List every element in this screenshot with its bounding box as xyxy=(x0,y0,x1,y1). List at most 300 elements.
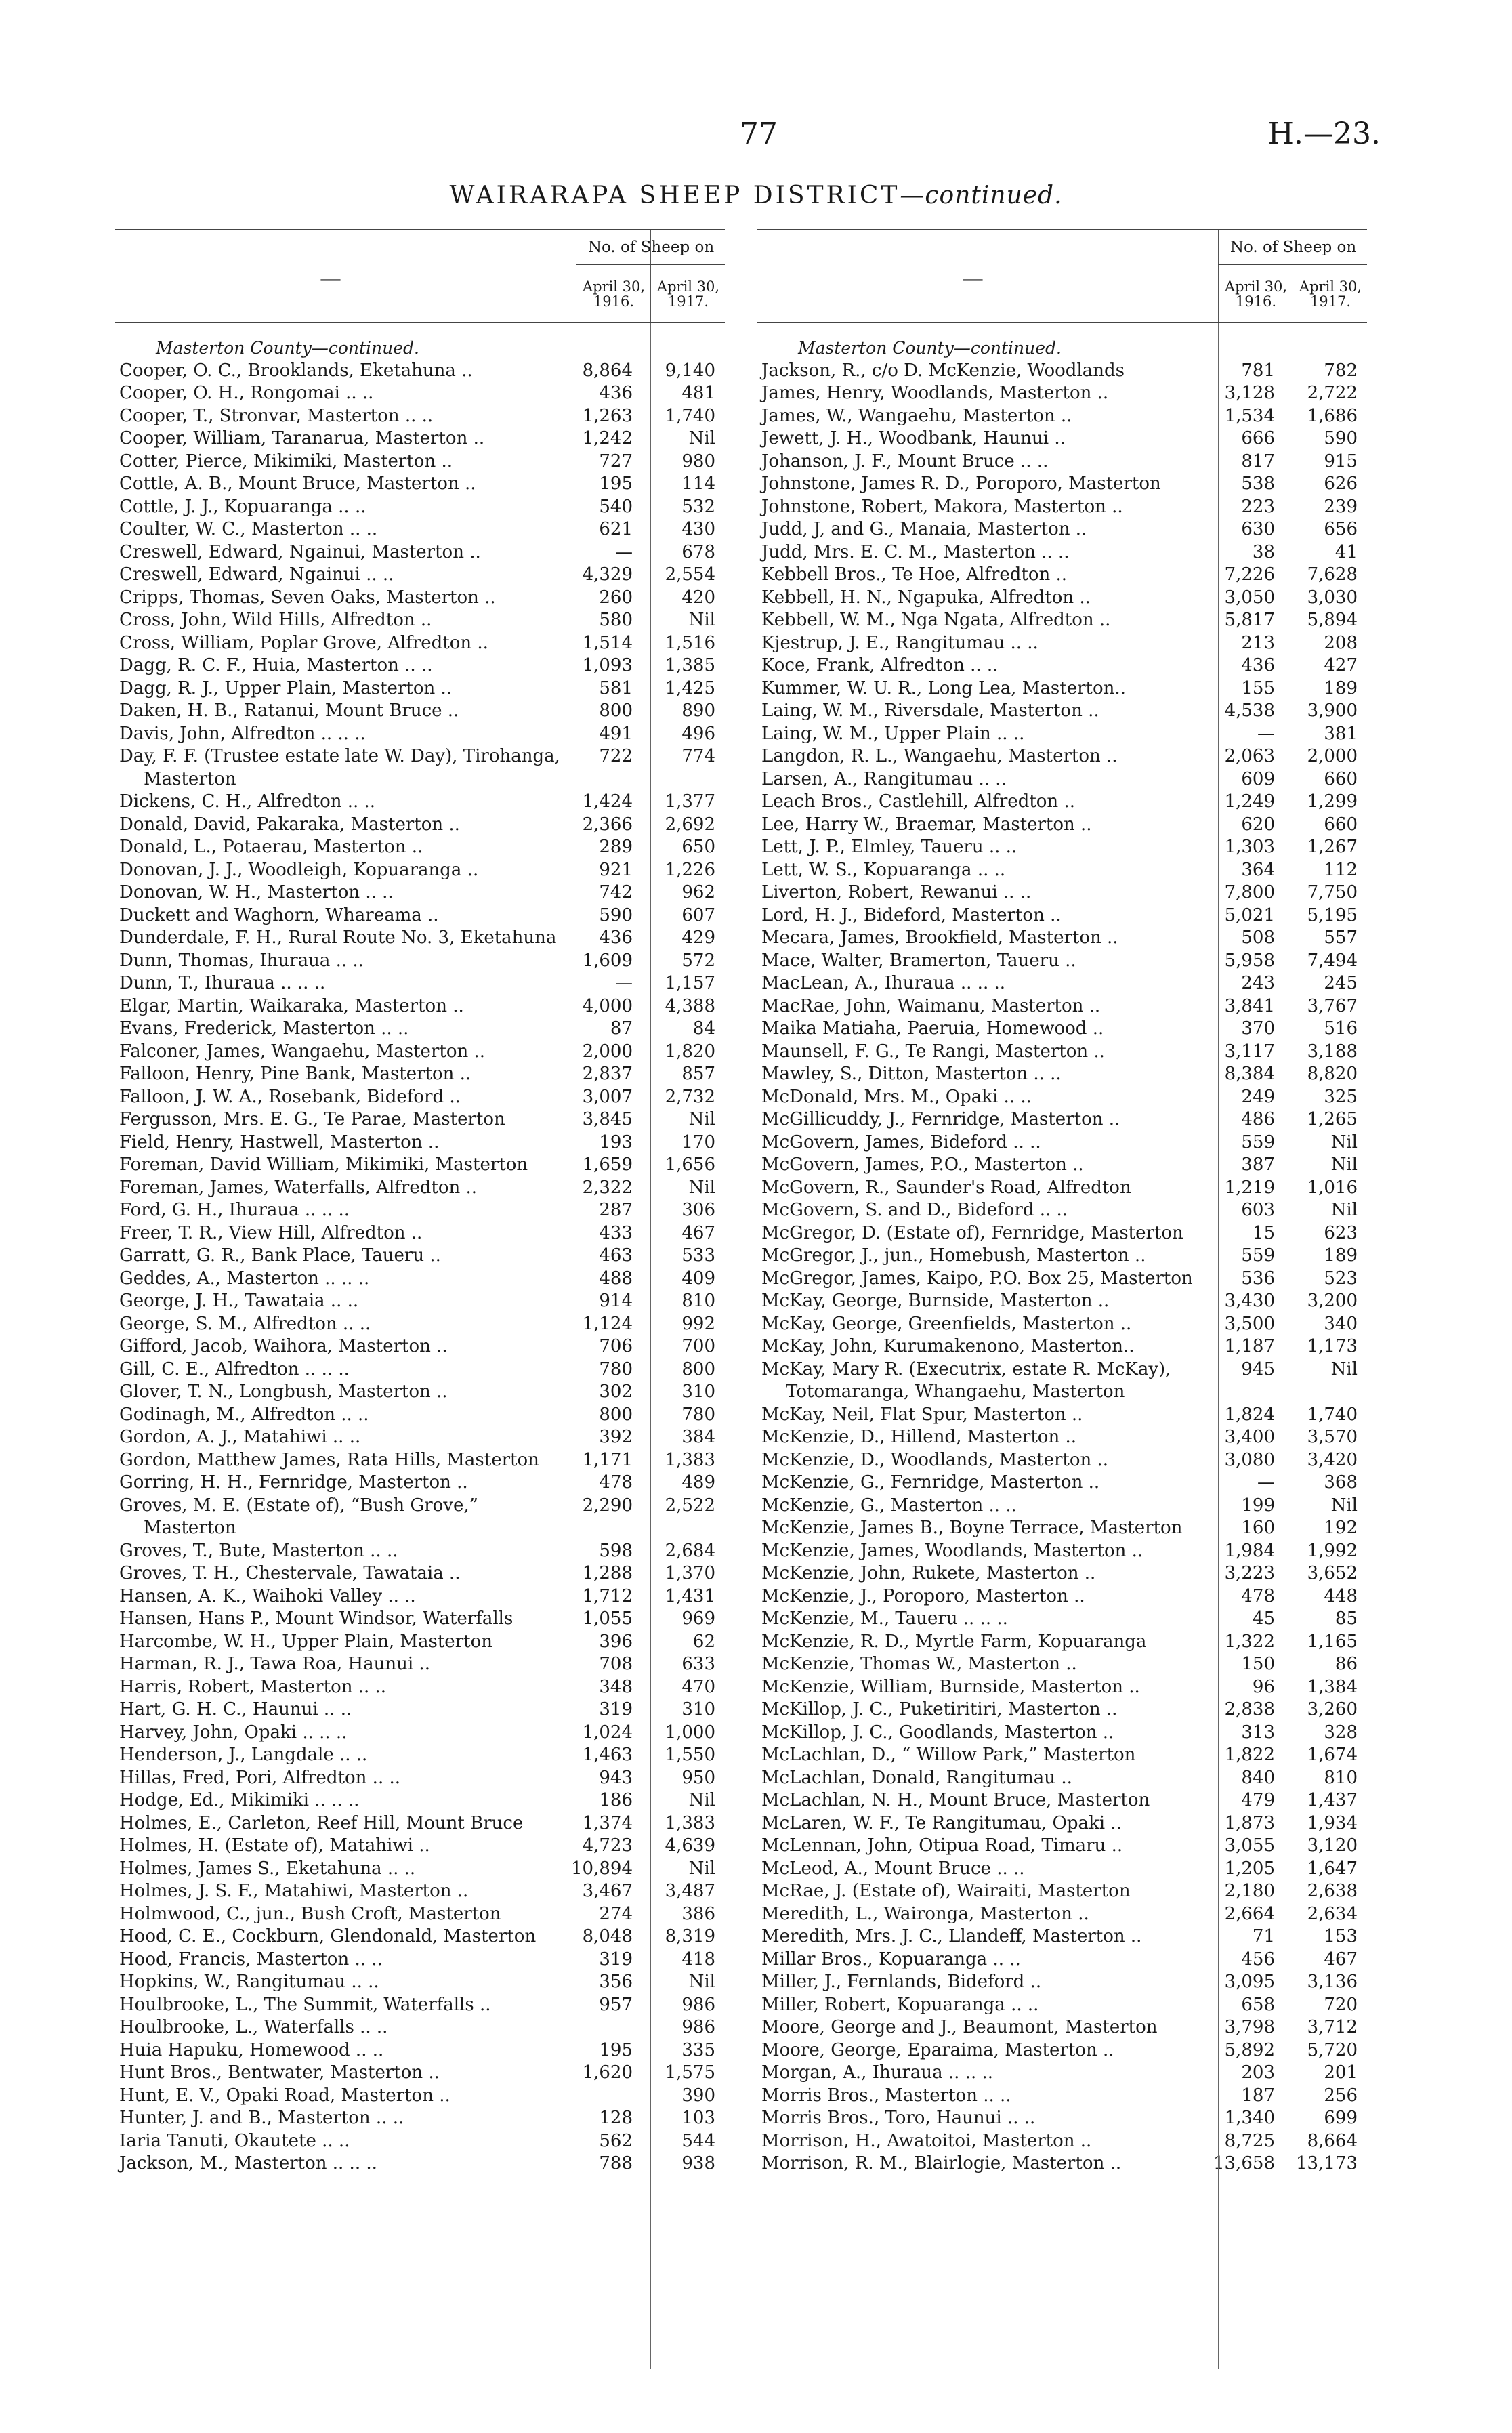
owner-name xyxy=(757,1880,1204,1903)
sheep-1916: 486 xyxy=(1241,1109,1275,1129)
owner-name xyxy=(115,473,562,496)
sheep-1916: 387 xyxy=(1241,1155,1275,1175)
sheep-1917: 5,195 xyxy=(1307,904,1358,926)
sheep-1916: 2,000 xyxy=(582,1041,633,1062)
sheep-1916: 1,609 xyxy=(582,950,633,971)
owner-name xyxy=(115,1449,562,1472)
sheep-1917: 810 xyxy=(681,1291,715,1311)
sheep-1917: 1,550 xyxy=(665,1745,715,1765)
table-row xyxy=(115,1880,725,1903)
table-row xyxy=(115,1404,725,1427)
owner-name xyxy=(115,1608,562,1631)
sheep-1916: 957 xyxy=(599,1994,633,2015)
table-row xyxy=(115,1495,725,1540)
owner-name-text: McKenzie, Thomas W., Masterton .. xyxy=(761,1654,1077,1674)
table-row xyxy=(115,609,725,632)
owner-name-text: Day, F. F. (Trustee estate late W. Day), Tirohanga, Masterton xyxy=(119,746,560,789)
owner-name-text: Donald, L., Potaerau, Masterton .. xyxy=(119,837,423,857)
sheep-1917: 3,200 xyxy=(1307,1291,1358,1311)
table-row xyxy=(757,1358,1367,1404)
sheep-1916: 3,467 xyxy=(582,1881,633,1901)
sheep-1917: 390 xyxy=(681,2085,715,2106)
sheep-1916: 3,080 xyxy=(1224,1449,1275,1470)
owner-name xyxy=(115,1676,562,1699)
table-row xyxy=(757,473,1367,496)
sheep-1917: 969 xyxy=(681,1608,715,1629)
owner-name xyxy=(757,2107,1204,2130)
owner-name-text: McLeod, A., Mount Bruce .. .. xyxy=(761,1858,1025,1879)
table-row xyxy=(757,1608,1367,1631)
sheep-1917: 208 xyxy=(1324,632,1358,653)
sheep-1917: 3,900 xyxy=(1307,701,1358,721)
table-row xyxy=(115,904,725,928)
sheep-1916: 313 xyxy=(1241,1722,1275,1743)
owner-name xyxy=(115,2130,562,2153)
owner-name-text: Hansen, A. K., Waihoki Valley .. .. xyxy=(119,1585,416,1606)
sheep-1917: 467 xyxy=(1324,1949,1358,1970)
owner-name-text: Harcombe, W. H., Upper Plain, Masterton xyxy=(119,1631,492,1652)
row-list xyxy=(757,360,1367,2176)
owner-name xyxy=(115,1562,562,1585)
sheep-1916: 223 xyxy=(1241,496,1275,517)
sheep-1916: 559 xyxy=(1241,1131,1275,1152)
table-row xyxy=(757,700,1367,723)
table-row xyxy=(757,1858,1367,1881)
sheep-1916: 10,894 xyxy=(571,1858,633,1879)
sheep-1917: 3,030 xyxy=(1307,587,1358,608)
owner-name-text: Kebbell, W. M., Nga Ngata, Alfredton .. xyxy=(761,610,1111,630)
owner-name xyxy=(115,745,562,791)
owner-name-text: Hansen, Hans P., Mount Windsor, Waterfalls xyxy=(119,1608,513,1629)
owner-name-text: Kebbell Bros., Te Hoe, Alfredton .. xyxy=(761,564,1068,585)
sheep-1916: 45 xyxy=(1252,1608,1275,1629)
sheep-1917: Nil xyxy=(1330,1358,1358,1379)
owner-name-text: Laing, W. M., Riversdale, Masterton .. xyxy=(761,701,1099,721)
sheep-1916: 1,374 xyxy=(582,1812,633,1833)
sheep-1916: 396 xyxy=(599,1631,633,1652)
owner-name xyxy=(757,1108,1204,1131)
row-list xyxy=(115,360,725,2176)
owner-name xyxy=(757,972,1204,995)
sheep-1917: 340 xyxy=(1324,1313,1358,1334)
owner-name xyxy=(757,428,1204,451)
table-row xyxy=(115,791,725,814)
sheep-1916: 274 xyxy=(599,1903,633,1924)
owner-name xyxy=(757,1926,1204,1949)
sheep-1916: 538 xyxy=(1241,474,1275,494)
table-row xyxy=(757,791,1367,814)
owner-name-text: Elgar, Martin, Waikaraka, Masterton .. xyxy=(119,995,464,1016)
table-row xyxy=(757,1290,1367,1313)
sheep-1916: 463 xyxy=(599,1245,633,1266)
owner-name-text: Cripps, Thomas, Seven Oaks, Masterton .. xyxy=(119,587,496,608)
table-row xyxy=(115,1949,725,1972)
owner-name-text: McKillop, J. C., Puketiritiri, Masterton .. xyxy=(761,1699,1118,1720)
sheep-1916: 195 xyxy=(599,474,633,494)
owner-name-text: Johnstone, James R. D., Poroporo, Masterton xyxy=(761,474,1161,494)
owner-name xyxy=(757,1199,1204,1222)
owner-name xyxy=(757,496,1204,519)
sheep-1916: 1,242 xyxy=(582,428,633,449)
sheep-1917: 1,740 xyxy=(665,405,715,426)
sheep-1916: 8,048 xyxy=(582,1926,633,1947)
sheep-1916: 3,223 xyxy=(1224,1563,1275,1583)
sheep-1917: 2,684 xyxy=(665,1540,715,1561)
table-row xyxy=(757,587,1367,610)
table-row xyxy=(757,723,1367,746)
sheep-1916: 160 xyxy=(1241,1518,1275,1538)
owner-name-text: Groves, M. E. (Estate of), “Bush Grove,” Masterton xyxy=(119,1495,478,1538)
owner-name-text: Gill, C. E., Alfredton .. .. .. xyxy=(119,1358,350,1379)
owner-name xyxy=(115,1971,562,1994)
owner-name-text: McLachlan, Donald, Rangitumau .. xyxy=(761,1767,1072,1788)
sheep-1916: 559 xyxy=(1241,1245,1275,1266)
owner-name xyxy=(757,1562,1204,1585)
continued-label: —continued. xyxy=(900,182,1063,209)
owner-name xyxy=(757,791,1204,814)
sheep-1917: 467 xyxy=(681,1222,715,1243)
sheep-1916: 356 xyxy=(599,1972,633,1992)
table-row xyxy=(757,1789,1367,1812)
sheep-1917: 3,420 xyxy=(1307,1449,1358,1470)
owner-name xyxy=(115,1268,562,1291)
table-row xyxy=(757,836,1367,859)
owner-name xyxy=(115,972,562,995)
sheep-1917: 810 xyxy=(1324,1767,1358,1788)
owner-name xyxy=(115,587,562,610)
owner-name-text: Johnstone, Robert, Makora, Masterton .. xyxy=(761,496,1123,517)
owner-name-text: James, Henry, Woodlands, Masterton .. xyxy=(761,383,1109,403)
sheep-1917: 650 xyxy=(681,837,715,857)
table-row xyxy=(757,1063,1367,1086)
owner-name-text: McKenzie, James B., Boyne Terrace, Masterton xyxy=(761,1518,1183,1538)
sheep-1916: 478 xyxy=(1241,1585,1275,1606)
sheep-1917: 1,384 xyxy=(1307,1676,1358,1697)
owner-name-text: Hopkins, W., Rangitumau .. .. xyxy=(119,1972,379,1992)
owner-name xyxy=(757,1517,1204,1540)
owner-name xyxy=(115,950,562,973)
table-body xyxy=(757,323,1367,2383)
sheep-1916: 249 xyxy=(1241,1086,1275,1107)
table-row xyxy=(115,1744,725,1767)
sheep-1916: 2,180 xyxy=(1224,1881,1275,1901)
owner-name xyxy=(757,1041,1204,1064)
sheep-1917: 915 xyxy=(1324,451,1358,472)
sheep-1916: 478 xyxy=(599,1472,633,1493)
owner-name-text: Maika Matiaha, Paeruia, Homewood .. xyxy=(761,1018,1104,1039)
table-row xyxy=(757,1971,1367,1994)
sheep-1916: 1,288 xyxy=(582,1563,633,1583)
sheep-1916: 708 xyxy=(599,1654,633,1674)
sheep-1917: 1,000 xyxy=(665,1722,715,1743)
owner-name-text: Cotter, Pierce, Mikimiki, Masterton .. xyxy=(119,451,453,472)
sheep-1917: 3,767 xyxy=(1307,995,1358,1016)
owner-name xyxy=(115,405,562,428)
owner-name-text: McKay, Neil, Flat Spur, Masterton .. xyxy=(761,1404,1083,1425)
sheep-1916: 921 xyxy=(599,859,633,880)
owner-name xyxy=(115,1631,562,1654)
owner-name-text: Cooper, O. C., Brooklands, Eketahuna .. xyxy=(119,360,473,381)
sheep-1917: 3,652 xyxy=(1307,1563,1358,1583)
owner-name xyxy=(757,859,1204,882)
owner-name xyxy=(115,927,562,950)
owner-name xyxy=(115,723,562,746)
sheep-1916: — xyxy=(1257,1472,1275,1493)
owner-name-text: Dagg, R. J., Upper Plain, Masterton .. xyxy=(119,678,453,699)
sheep-1916: 128 xyxy=(599,2108,633,2128)
sheep-1917: 420 xyxy=(681,587,715,608)
sheep-1917: 310 xyxy=(681,1699,715,1720)
sheep-1917: 7,494 xyxy=(1307,950,1358,971)
sheep-1916: 2,322 xyxy=(582,1177,633,1198)
sheep-1917: 1,820 xyxy=(665,1041,715,1062)
owner-name-text: James, W., Wangaehu, Masterton .. xyxy=(761,405,1072,426)
sheep-1917: 306 xyxy=(681,1200,715,1220)
owner-name-text: Dunn, T., Ihuraua .. .. .. xyxy=(119,973,326,993)
owner-name-text: Johanson, J. F., Mount Bruce .. .. xyxy=(761,451,1049,472)
owner-name xyxy=(115,1222,562,1245)
owner-name-text: Harvey, John, Opaki .. .. .. xyxy=(119,1722,348,1743)
table-row xyxy=(115,1335,725,1358)
owner-name-text: Holmes, E., Carleton, Reef Hill, Mount Bruce xyxy=(119,1812,524,1833)
sheep-1916: 727 xyxy=(599,451,633,472)
owner-name-text: McGovern, James, Bideford .. .. xyxy=(761,1131,1041,1152)
sheep-1917: 3,712 xyxy=(1307,2017,1358,2037)
owner-name-text: Groves, T. H., Chestervale, Tawataia .. xyxy=(119,1563,461,1583)
sheep-1916: 195 xyxy=(599,2039,633,2060)
owner-name xyxy=(115,1245,562,1268)
owner-name-text: Evans, Frederick, Masterton .. .. xyxy=(119,1018,409,1039)
owner-name-text: Meredith, Mrs. J. C., Llandeff, Masterton .. xyxy=(761,1926,1142,1947)
sheep-1917: 114 xyxy=(681,474,715,494)
owner-name xyxy=(115,1131,562,1155)
section-heading: Masterton County—continued. xyxy=(798,338,1062,358)
owner-name-text: Langdon, R. L., Wangaehu, Masterton .. xyxy=(761,746,1118,766)
sheep-1917: 1,385 xyxy=(665,655,715,675)
owner-name xyxy=(757,1335,1204,1358)
sheep-1917: 170 xyxy=(681,1131,715,1152)
owner-name xyxy=(115,1880,562,1903)
owner-name-text: Harman, R. J., Tawa Roa, Haunui .. xyxy=(119,1654,430,1674)
owner-name-text: Kjestrup, J. E., Rangitumau .. .. xyxy=(761,632,1038,653)
table-row xyxy=(115,2153,725,2176)
sheep-1916: 3,845 xyxy=(582,1109,633,1129)
owner-name-text: Foreman, David William, Mikimiki, Masterton xyxy=(119,1155,528,1175)
owner-name-text: Gorring, H. H., Fernridge, Masterton .. xyxy=(119,1472,468,1493)
table-row xyxy=(757,1722,1367,1745)
owner-name-text: Mecara, James, Brookfield, Masterton .. xyxy=(761,928,1118,948)
owner-name-text: McKay, Mary R. (Executrix, estate R. McKay), Totomaranga, Whangaehu, Masterton xyxy=(761,1358,1171,1402)
owner-name xyxy=(115,814,562,837)
owner-name-text: McKenzie, James, Woodlands, Masterton .. xyxy=(761,1540,1143,1561)
table-row xyxy=(115,360,725,383)
owner-name xyxy=(115,678,562,701)
table-row xyxy=(757,1835,1367,1858)
owner-name xyxy=(757,700,1204,723)
col-1917-header: April 30, 1917. xyxy=(1299,278,1362,310)
table-row xyxy=(757,405,1367,428)
sheep-1917: 1,383 xyxy=(665,1812,715,1833)
owner-name-text: Cross, William, Poplar Grove, Alfredton .. xyxy=(119,632,488,653)
owner-name-text: Morris Bros., Masterton .. .. xyxy=(761,2085,1011,2106)
table-row xyxy=(115,1426,725,1449)
owner-name xyxy=(115,1585,562,1608)
owner-name xyxy=(115,881,562,904)
owner-name-text: Coulter, W. C., Masterton .. .. xyxy=(119,519,378,539)
table-row xyxy=(757,518,1367,541)
sheep-1917: 660 xyxy=(1324,814,1358,835)
owner-name xyxy=(115,2085,562,2108)
sheep-1917: 3,188 xyxy=(1307,1041,1358,1062)
owner-name-text: McKenzie, M., Taueru .. .. .. xyxy=(761,1608,1008,1629)
owner-name-text: Iaria Tanuti, Okautete .. .. xyxy=(119,2130,350,2151)
owner-name-text: Dunderdale, F. H., Rural Route No. 3, Eketahuna xyxy=(119,928,557,948)
sheep-1917: 427 xyxy=(1324,655,1358,675)
owner-name xyxy=(757,723,1204,746)
table-row xyxy=(757,950,1367,973)
sheep-1916: 562 xyxy=(599,2130,633,2151)
sheep-1916: 1,322 xyxy=(1224,1631,1275,1652)
sheep-1917: 153 xyxy=(1324,1926,1358,1947)
sheep-1917: 386 xyxy=(681,1903,715,1924)
sheep-1917: 678 xyxy=(681,541,715,562)
owner-name xyxy=(757,1994,1204,2017)
sheep-1917: 1,740 xyxy=(1307,1404,1358,1425)
sheep-1917: Nil xyxy=(1330,1200,1358,1220)
sheep-1917: 3,260 xyxy=(1307,1699,1358,1720)
owner-name-text: Foreman, James, Waterfalls, Alfredton .. xyxy=(119,1177,478,1198)
owner-name xyxy=(115,1154,562,1177)
owner-name xyxy=(757,1495,1204,1518)
sheep-1916: 488 xyxy=(599,1268,633,1289)
owner-name-text: Leach Bros., Castlehill, Alfredton .. xyxy=(761,791,1075,812)
sheep-1917: Nil xyxy=(688,428,715,449)
owner-name xyxy=(115,1949,562,1972)
owner-name-text: Freer, T. R., View Hill, Alfredton .. xyxy=(119,1222,423,1243)
sheep-1917: 1,370 xyxy=(665,1563,715,1583)
table-row xyxy=(757,1631,1367,1654)
table-row xyxy=(115,1858,725,1881)
owner-name-text: Henderson, J., Langdale .. .. xyxy=(119,1745,368,1765)
sheep-1916: 491 xyxy=(599,723,633,744)
sheep-1917: 1,575 xyxy=(665,2062,715,2083)
owner-name xyxy=(115,632,562,655)
sheep-1916: 260 xyxy=(599,587,633,608)
sheep-1916: 2,837 xyxy=(582,1064,633,1084)
sheep-1917: 9,140 xyxy=(665,360,715,381)
table-row xyxy=(115,814,725,837)
owner-name xyxy=(757,1971,1204,1994)
sheep-1916: 96 xyxy=(1252,1676,1275,1697)
sheep-1917: 3,136 xyxy=(1307,1972,1358,1992)
owner-name xyxy=(115,1086,562,1109)
owner-name-text: Miller, J., Fernlands, Bideford .. xyxy=(761,1972,1042,1992)
col-1916-header: April 30, 1916. xyxy=(1224,278,1288,310)
owner-name-text: Holmes, H. (Estate of), Matahiwi .. xyxy=(119,1835,430,1856)
sheep-1917: 189 xyxy=(1324,1245,1358,1266)
sheep-1917: 890 xyxy=(681,701,715,721)
sheep-1916: 186 xyxy=(599,1790,633,1810)
table-row xyxy=(115,1245,725,1268)
sheep-1917: 557 xyxy=(1324,928,1358,948)
owner-name xyxy=(115,518,562,541)
owner-name xyxy=(115,2039,562,2062)
sheep-1917: 700 xyxy=(681,1336,715,1356)
sheep-1917: 623 xyxy=(1324,1222,1358,1243)
sheep-1916: 2,366 xyxy=(582,814,633,835)
table-row xyxy=(115,428,725,451)
owner-name-text: McGregor, James, Kaipo, P.O. Box 25, Masterton xyxy=(761,1268,1193,1289)
sheep-1916: 433 xyxy=(599,1222,633,1243)
owner-name xyxy=(757,1018,1204,1041)
table-row xyxy=(757,814,1367,837)
sheep-1917: 481 xyxy=(681,383,715,403)
sheep-1917: 720 xyxy=(1324,1994,1358,2015)
sheep-1917: 85 xyxy=(1335,1608,1358,1629)
sheep-1917: 857 xyxy=(681,1064,715,1084)
table-row xyxy=(757,1154,1367,1177)
table-row xyxy=(757,564,1367,587)
owner-name-text: McKay, George, Burnside, Masterton .. xyxy=(761,1291,1110,1311)
table-row xyxy=(115,1381,725,1404)
owner-name-text: McLachlan, N. H., Mount Bruce, Masterton xyxy=(761,1790,1150,1810)
sheep-1916: 187 xyxy=(1241,2085,1275,2106)
sheep-1917: 950 xyxy=(681,1767,715,1788)
sheep-1916: 5,817 xyxy=(1224,610,1275,630)
owner-name-text: Fergusson, Mrs. E. G., Te Parae, Masterton xyxy=(119,1109,505,1129)
sheep-1917: Nil xyxy=(688,1109,715,1129)
owner-name-text: Millar Bros., Kopuaranga .. .. xyxy=(761,1949,1021,1970)
owner-name xyxy=(115,1199,562,1222)
sheep-1916: 840 xyxy=(1241,1767,1275,1788)
table-row xyxy=(757,1426,1367,1449)
sheep-1917: 1,299 xyxy=(1307,791,1358,812)
table-row xyxy=(757,1199,1367,1222)
owner-name-text: Hood, Francis, Masterton .. .. xyxy=(119,1949,383,1970)
owner-name-text: Moore, George, Eparaima, Masterton .. xyxy=(761,2039,1114,2060)
owner-name-text: Daken, H. B., Ratanui, Mount Bruce .. xyxy=(119,701,459,721)
sheep-1917: 1,934 xyxy=(1307,1812,1358,1833)
sheep-1916: 1,093 xyxy=(582,655,633,675)
owner-name xyxy=(757,950,1204,973)
sheep-1917: 328 xyxy=(1324,1722,1358,1743)
table-row xyxy=(757,1540,1367,1563)
sheep-1916: 1,534 xyxy=(1224,405,1275,426)
sheep-1916: 1,463 xyxy=(582,1745,633,1765)
district-title: WAIRARAPA SHEEP DISTRICT xyxy=(449,182,900,209)
owner-name-text: Mace, Walter, Bramerton, Taueru .. xyxy=(761,950,1076,971)
table-row xyxy=(115,1971,725,1994)
owner-name-text: McGovern, James, P.O., Masterton .. xyxy=(761,1155,1084,1175)
sheep-1917: 660 xyxy=(1324,768,1358,789)
sheep-1916: 13,658 xyxy=(1213,2153,1275,2174)
sheep-1917: 239 xyxy=(1324,496,1358,517)
sheep-1916: 3,050 xyxy=(1224,587,1275,608)
table-row xyxy=(757,654,1367,678)
name-column-header: — xyxy=(962,266,984,291)
owner-name-text: Gordon, A. J., Matahiwi .. .. xyxy=(119,1427,361,1447)
table-row xyxy=(757,768,1367,791)
table-row xyxy=(115,382,725,405)
table-row xyxy=(757,541,1367,564)
table-row xyxy=(757,1585,1367,1608)
owner-name xyxy=(757,1789,1204,1812)
owner-name xyxy=(115,1835,562,1858)
owner-name-text: McKenzie, G., Masterton .. .. xyxy=(761,1495,1017,1516)
sheep-1916: 1,024 xyxy=(582,1722,633,1743)
sheep-1917: 384 xyxy=(681,1427,715,1447)
table-body xyxy=(115,323,725,2383)
